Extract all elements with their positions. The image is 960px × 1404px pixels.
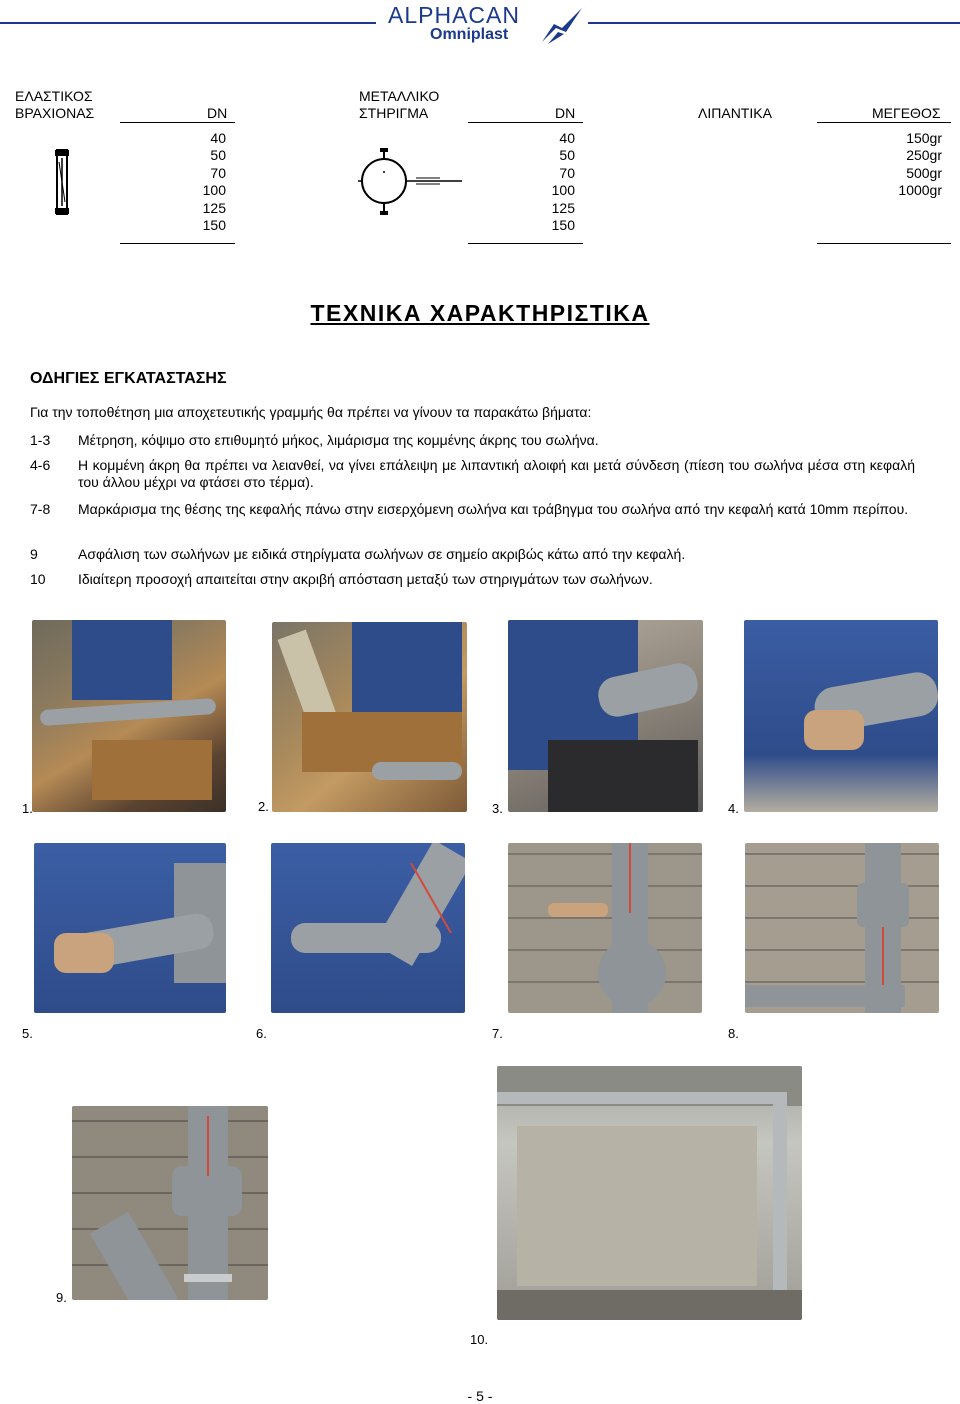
photo-caption: 1. [22, 801, 33, 816]
dn-label-1: DN [207, 105, 228, 121]
page-number: - 5 - [467, 1388, 493, 1404]
photo-caption: 10. [470, 1332, 489, 1347]
step-item [30, 546, 915, 563]
step-text: Η κομμένη άκρη θα πρέπει να λειανθεί, να γίνει επάλειψη με λιπαντική αλοιφή και μετά σύνδεση (πίεση του σωλήνα μέσα στη κεφαλή του άλλου μέχρι να φτάσει στο τέρμα). [78, 457, 915, 490]
step-number: 7-8 [30, 501, 51, 517]
photo-8 [745, 843, 939, 1013]
brand-sub-logo: Omniplast [430, 26, 509, 43]
header-rule-right [588, 22, 960, 24]
photo-6 [271, 843, 465, 1013]
step-number: 10 [30, 571, 46, 587]
size-values: 150gr 250gr 500gr 1000gr [898, 130, 942, 199]
photo-caption: 9. [56, 1290, 67, 1305]
size-label: ΜΕΓΕΘΟΣ [872, 105, 941, 121]
step-number: 4-6 [30, 457, 51, 473]
photo-3 [508, 620, 703, 812]
size-bottom-rule [817, 243, 951, 244]
photo-4 [744, 620, 938, 812]
metal-bracket-title: ΜΕΤΑΛΛΙΚΟ ΣΤΗΡΙΓΜΑ [359, 88, 440, 121]
photo-5 [34, 843, 226, 1013]
intro-text: Για την τοποθέτηση μια αποχετευτικής γραμμής θα πρέπει να γίνουν τα παρακάτω βήματα: [30, 404, 592, 420]
photo-10 [497, 1066, 802, 1320]
step-number: 1-3 [30, 432, 51, 448]
dn2-values: 40 50 70 100 125 150 [551, 130, 575, 234]
bird-logo-icon [540, 2, 586, 46]
dn2-top-rule [468, 122, 583, 123]
photo-2 [272, 622, 467, 812]
step-item [30, 432, 915, 449]
photo-caption: 8. [728, 1026, 739, 1041]
photo-caption: 6. [256, 1026, 267, 1041]
step-item [30, 571, 915, 588]
step-number: 9 [30, 546, 38, 562]
header-rule-left [0, 22, 376, 24]
photo-caption: 3. [492, 801, 503, 816]
dn1-values: 40 50 70 100 125 150 [202, 130, 226, 234]
photo-1 [32, 620, 226, 812]
brand-logo: ALPHACAN [388, 2, 520, 28]
section-title: ΟΔΗΓΙΕΣ ΕΓΚΑΤΑΣΤΑΣΗΣ [30, 370, 227, 387]
dn2-bottom-rule [468, 243, 583, 244]
photo-caption: 7. [492, 1026, 503, 1041]
main-title: ΤΕΧΝΙΚΑ ΧΑΡΑΚΤΗΡΙΣΤΙΚΑ [310, 300, 650, 326]
photo-9 [72, 1106, 268, 1300]
dn1-bottom-rule [120, 243, 235, 244]
size-top-rule [817, 122, 951, 123]
step-item [30, 457, 915, 491]
lubricants-title: ΛΙΠΑΝΤΙΚΑ [698, 105, 772, 121]
elastic-arm-title: ΕΛΑΣΤΙΚΟΣ ΒΡΑΧΙΟΝΑΣ [15, 88, 95, 121]
step-text: Μαρκάρισμα της θέσης της κεφαλής πάνω στην εισερχόμενη σωλήνα και τράβηγμα του σωλήνα από την κεφαλή κατά 10mm περίπου. [78, 501, 909, 517]
photo-caption: 2. [258, 799, 269, 814]
photo-7 [508, 843, 702, 1013]
elastic-arm-drawing [54, 148, 70, 216]
dn-label-2: DN [555, 105, 576, 121]
step-text: Ασφάλιση των σωλήνων με ειδικά στηρίγματα σωλήνων σε σημείο ακριβώς κάτω από την κεφαλή. [78, 546, 686, 562]
metal-bracket-drawing [354, 148, 466, 216]
step-text: Ιδιαίτερη προσοχή απαιτείται στην ακριβή απόσταση μεταξύ των στηριγμάτων των σωλήνων. [78, 571, 653, 587]
step-item [30, 501, 915, 518]
step-text: Μέτρηση, κόψιμο στο επιθυμητό μήκος, λιμάρισμα της κομμένης άκρης του σωλήνα. [78, 432, 599, 448]
dn1-top-rule [120, 122, 235, 123]
photo-caption: 4. [728, 801, 739, 816]
photo-caption: 5. [22, 1026, 33, 1041]
